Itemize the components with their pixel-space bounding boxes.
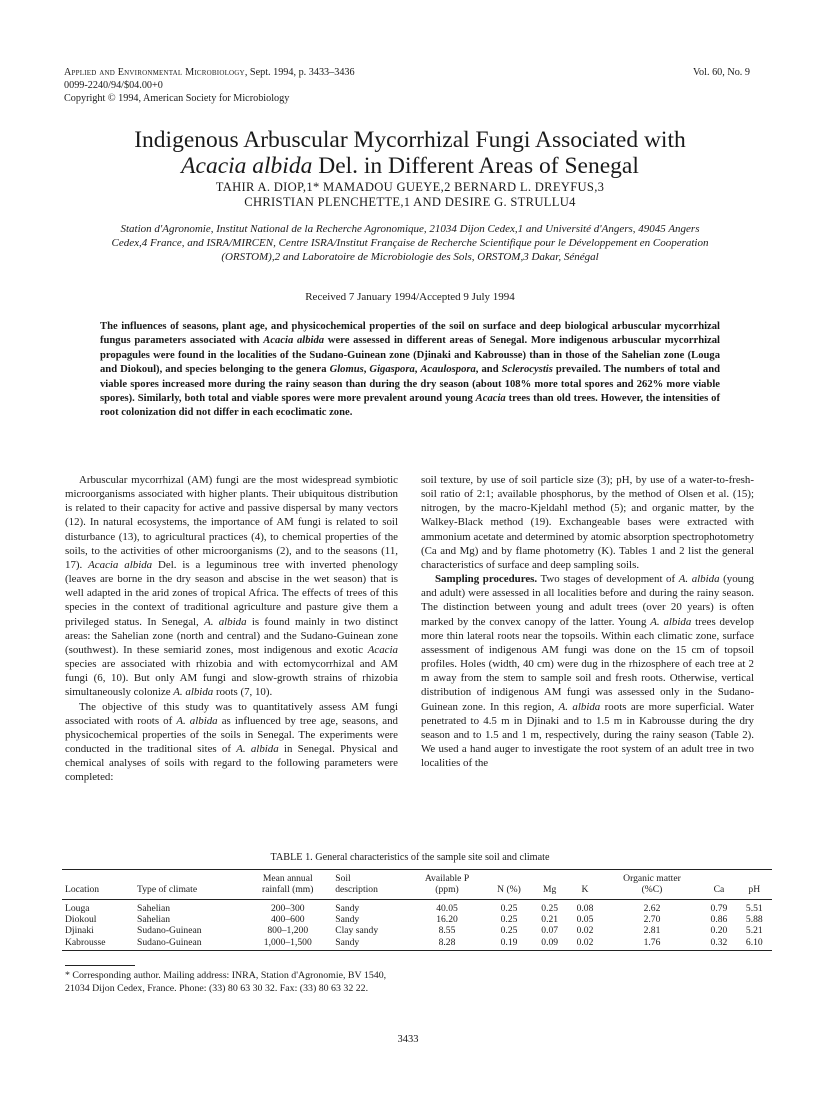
table-row: Louga Sahelian 200–300 Sandy 40.05 0.25 0.25 0.08 2.62 0.79 5.51 — [65, 903, 763, 914]
copyright: Copyright © 1994, American Society for Microbiology — [64, 93, 290, 104]
issn: 0099-2240/94/$04.00+0 — [64, 80, 163, 91]
abstract: The influences of seasons, plant age, and physicochemical properties of the soil on surface and deep biological arbuscular mycorrhizal fungus parameters associated with Acacia albida were assessed in different areas of Senegal. More indigenous arbuscular mycorrhizal propagules were found in the localities of the Sudano-Guinean zone (Djinaki and Kabrousse) than in those of the Sahelian zone (Louga and Diokoul), and species belonging to the genera Glomus, Gigaspora, Acaulospora, and Sclerocystis prevailed. The numbers of total and viable spores increased more during the rainy season than during the dry season (about 108% more total spores and 262% more viable spores). Similarly, both total and viable spores were more prevalent around young Acacia trees than old trees. However, the intensities of root colonization did not differ in each ecoclimatic zone. — [100, 321, 720, 419]
corresponding-author-footnote: * Corresponding author. Mailing address: INRA, Station d'Agronomie, BV 1540, 21034 Dijon Cedex, France. Phone: (33) 80 63 30 32. Fax: (33) 80 63 32 22. — [65, 970, 387, 994]
page-number: 3433 — [397, 1034, 419, 1045]
col-ph: pH — [748, 884, 761, 895]
body-column-left — [65, 473, 398, 784]
section-head-sampling: Sampling procedures. — [435, 573, 538, 586]
col-nitrogen: N (%) — [497, 884, 521, 895]
col-rainfall: Mean annual rainfall (mm) — [262, 873, 314, 895]
col-k: K — [581, 884, 589, 895]
sampling-paragraph: Sampling procedures. Two stages of development of A. albida (young and adult) were assessed in all localities before and during the rainy season. The distinction between young and adult trees (over 20 years) is often marked by the convex canopy of the latter. Young A. albida trees develop more thin lateral roots near the topsoils. Within each climatic zone, surface assessment of indigenous AM fungi was done on the 15 cm of topsoil profiles. Holes (width, 40 cm) were dug in the rhizosphere of each tree at 2 m away from the stem to sample soil and fresh roots. Otherwise, vertical distribution of indigenous AM fungi was assessed only in the Sudano-Guinean zone. In this region, A. albida roots are more superficial. Water penetrated to 4.5 m in Djinaki and to 1.5 m in Kabrousse during the dry season and to 1.5 and 1 m, respectively, during the rainy season (Table 2). We used a hand auger to investigate the root system of an adult tree in two localities of the — [421, 573, 755, 770]
table-1-caption: TABLE 1. General characteristics of the sample site soil and climate — [270, 852, 550, 863]
col-ca: Ca — [713, 884, 725, 895]
affiliations: Station d'Agronomie, Institut National de la Recherche Agronomique, 21034 Dijon Cedex,1 and Université d'Angers, 49045 Angers Cedex,4 France, and ISRA/MIRCEN, Centre ISRA/Institut Française de Recherche Scientifique pour le Développement en Cooperation (ORSTOM),2 and Laboratoire de Microbiologie des Sols, ORSTOM,3 Dakar, Sénégal — [111, 223, 709, 263]
volume-info: Vol. 60, No. 9 — [693, 67, 750, 78]
author-list — [60, 180, 760, 210]
table-row: Kabrousse Sudano-Guinean 1,000–1,500 Sandy 8.28 0.19 0.09 0.02 1.76 0.32 6.10 — [65, 936, 763, 948]
authors-line-1: TAHIR A. DIOP,1* MAMADOU GUEYE,2 BERNARD L. DREYFUS,3 — [215, 180, 605, 194]
methods-paragraph-1: soil texture, by use of soil particle size (3); pH, by use of a water-to-fresh-soil ratio of 2:1; available phosphorus, by the method of Olsen et al. (15); nitrogen, by the macro-Kjeldahl method (5); and organic matter, by the Walkey-Black method (19). Exchangeable bases were extracted with ammonium acetate and determined by atomic absorption spectrophotometry (Ca and Mg) and by flame photometry (K). Tables 1 and 2 list the general characteristics of surface and deep sampling soils. — [421, 474, 754, 571]
table-1 — [62, 869, 772, 951]
col-climate: Type of climate — [137, 884, 198, 895]
citation: , Sept. 1994, p. 3433–3436 — [244, 67, 355, 78]
intro-paragraph-2: The objective of this study was to quantitatively assess AM fungi associated with roots of A. albida as influenced by tree age, seasons, and physicochemical properties of the soils in Senegal. The experiments were conducted in the traditional sites of A. albida in Senegal. Physical and chemical analyses of soils with regard to the following parameters were completed: — [65, 700, 399, 784]
intro-paragraph-1: Arbuscular mycorrhizal (AM) fungi are the most widespread symbiotic microorganisms associated with higher plants. Their ubiquitous distribution is related to their capacity for active and passive dispersal by many vectors (12). In natural ecosystems, the importance of AM fungi is related to soil disturbance (13), to agricultural practices (4), to chemical properties of the soils, to the activities of other microorganisms (2), and to the seasons (11, 17). Acacia albida Del. is a leguminous tree with inverted phenology (leaves are borne in the dry season and abscise in the wet season) that is well adapted in the arid zones of tropical Africa. The effects of trees of this species in the context of traditional agriculture and pasture give them a privileged status. In Senegal, A. albida is found mainly in two distinct areas: the Sahelian zone (north and central) and the Sudano-Guinean zone (southwest). In these semiarid zones, most indigenous and exotic Acacia species are associated with rhizobia and with ectomycorrhizal and AM fungi (6, 10). But only AM fungi and slow-growth strains of rhizobia simultaneously colonize A. albida roots (7, 10). — [65, 474, 398, 699]
table-row: Diokoul Sahelian 400–600 Sandy 16.20 0.25 0.21 0.05 2.70 0.86 5.88 — [65, 914, 763, 926]
running-header — [64, 66, 355, 105]
col-available-p: Available P (ppm) — [424, 873, 470, 895]
col-soil: Soil description — [335, 873, 378, 895]
authors-line-2: CHRISTIAN PLENCHETTE,1 AND DESIRE G. STRULLU4 — [244, 195, 576, 209]
body-column-right — [421, 473, 754, 770]
journal-name: Applied and Environmental Microbiology — [64, 67, 245, 78]
article-title — [60, 127, 760, 179]
table-row: Djinaki Sudano-Guinean 800–1,200 Clay sandy 8.55 0.25 0.07 0.02 2.81 0.20 5.21 — [65, 925, 763, 937]
col-location: Location — [65, 884, 100, 895]
col-mg: Mg — [543, 884, 557, 895]
title-line-1: Indigenous Arbuscular Mycorrhizal Fungi Associated with — [134, 127, 686, 153]
footnote-rule — [65, 965, 135, 966]
col-organic-matter: Organic matter (%C) — [623, 873, 681, 895]
title-species: Acacia albida — [181, 153, 313, 179]
received-dates: Received 7 January 1994/Accepted 9 July 1994 — [305, 291, 515, 303]
title-line-2: Acacia albida Del. in Different Areas of Senegal — [181, 153, 639, 179]
table-header-row — [62, 870, 772, 900]
